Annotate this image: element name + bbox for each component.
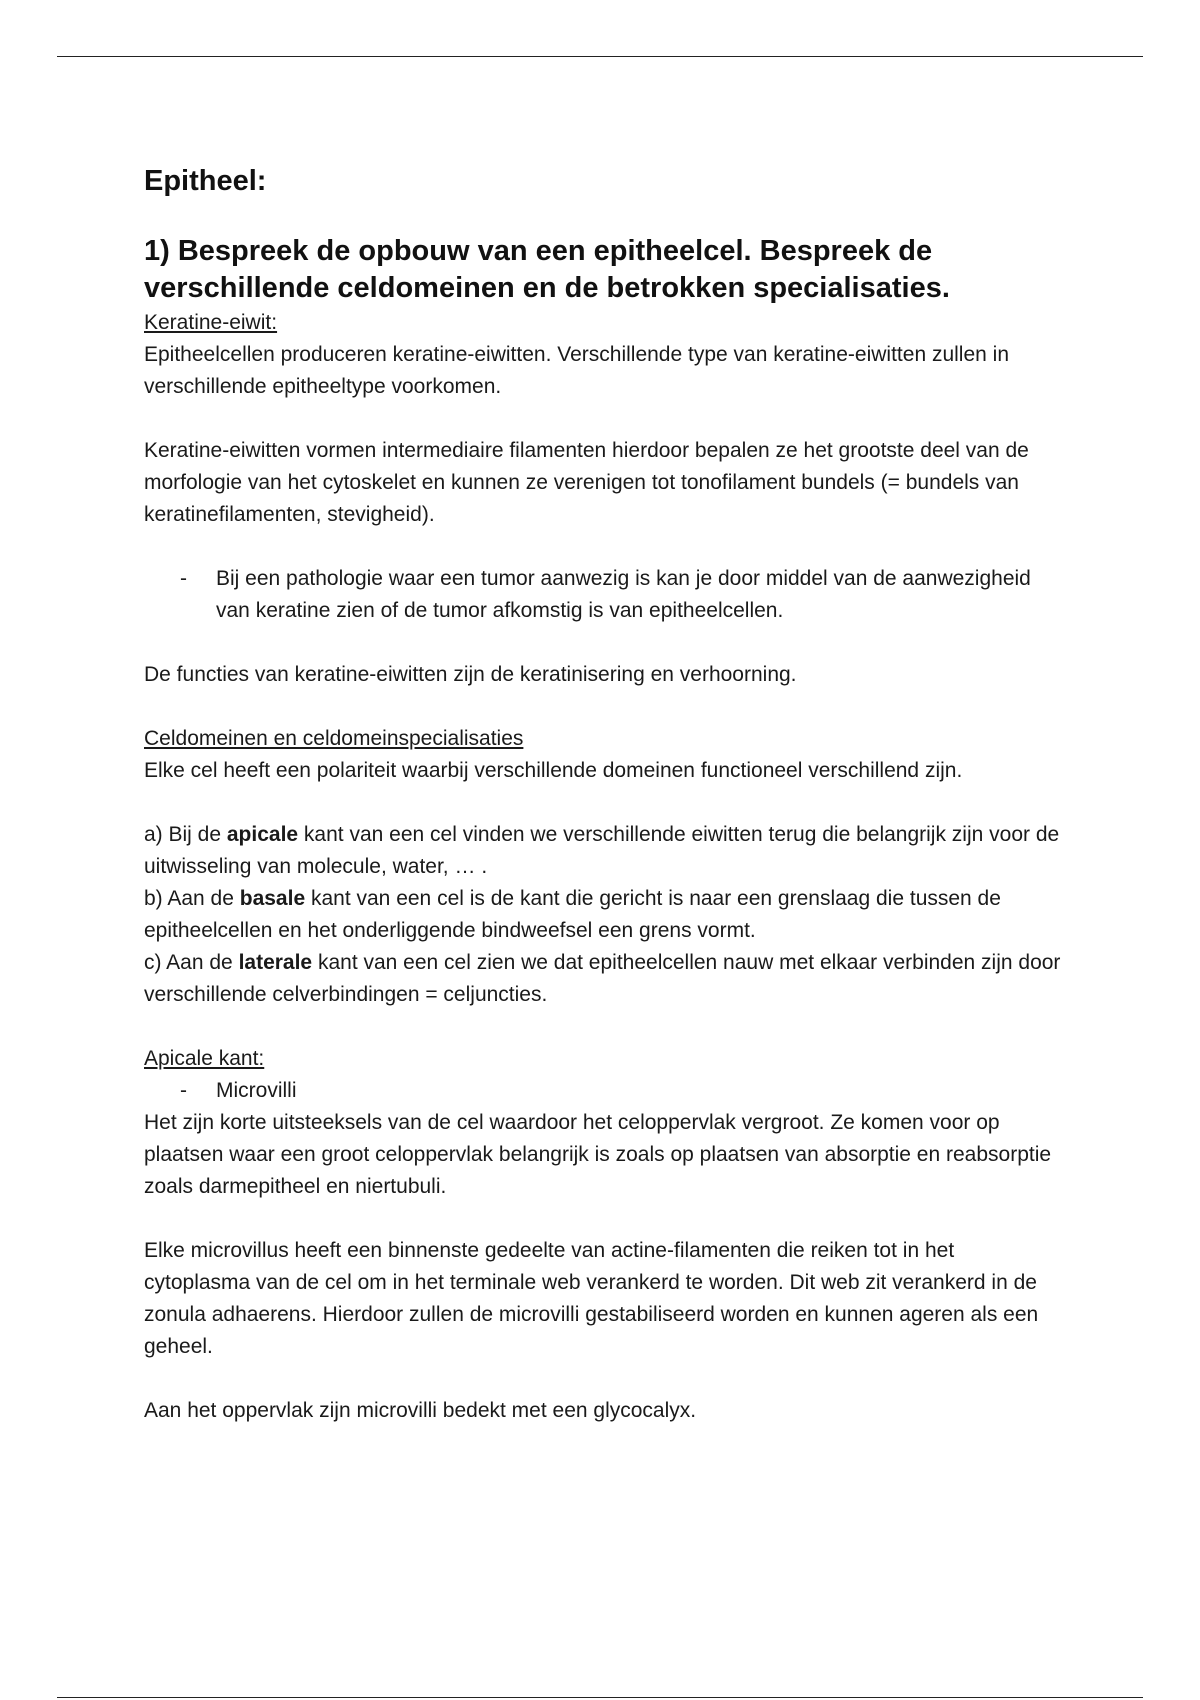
bullet-list [144,563,1064,627]
paragraph: Keratine-eiwitten vormen intermediaire filamenten hierdoor bepalen ze het grootste deel van de morfologie van het cytoskelet en kunnen ze verenigen tot tonofilament bundels (= bundels van keratinefilamenten, stevigheid). [144,439,1029,526]
page-title: Epitheel: [144,165,267,197]
section-keratine [144,307,1064,691]
section-apicale [144,1043,1064,1427]
paragraph: Epitheelcellen produceren keratine-eiwitten. Verschillende type van keratine-eiwitten zullen in verschillende epitheeltype voorkomen. [144,343,1009,398]
footer-rule [57,1697,1143,1698]
paragraph: Elke microvillus heeft een binnenste gedeelte van actine-filamenten die reiken tot in het cytoplasma van de cel om in het terminale web verankerd te worden. Dit web zit verankerd in de zonula adhaerens. Hierdoor zullen de microvilli gestabiliseerd worden en kunnen ageren als een geheel. [144,1239,1039,1358]
section-heading-keratine: Keratine-eiwit: [144,311,278,334]
header-rule [57,56,1143,57]
list-item [144,563,1064,627]
paragraph-basale: b) Aan de basale kant van een cel is de kant die gericht is naar een grenslaag die tussen de epitheelcellen en het onderliggende bindweefsel een grens vormt. [144,887,1001,942]
section-heading-celdomeinen: Celdomeinen en celdomeinspecialisaties [144,727,524,750]
list-item-text: Bij een pathologie waar een tumor aanwezig is kan je door middel van de aanwezigheid van keratine zien of de tumor afkomstig is van epitheelcellen. [216,567,1031,622]
bullet-list [144,1075,1064,1107]
document-body [144,163,1064,1427]
paragraph: De functies van keratine-eiwitten zijn de keratinisering en verhoorning. [144,663,797,686]
paragraph: Elke cel heeft een polariteit waarbij verschillende domeinen functioneel verschillend zijn. [144,759,963,782]
paragraph-apicale: a) Bij de apicale kant van een cel vinden we verschillende eiwitten terug die belangrijk zijn voor de uitwisseling van molecule, water, … . [144,823,1060,878]
bullet-dash: - [180,1079,187,1102]
paragraph: Het zijn korte uitsteeksels van de cel waardoor het celoppervlak vergroot. Ze komen voor op plaatsen waar een groot celoppervlak belangrijk is zoals op plaatsen van absorptie en reabsorptie zoals darmepitheel en niertubuli. [144,1111,1052,1198]
term-apicale: apicale [226,823,299,846]
bullet-dash: - [180,567,187,590]
question-heading: 1) Bespreek de opbouw van een epitheelcel. Bespreek de verschillende celdomeinen en de betrokken specialisaties. [144,235,950,304]
list-item-text: Microvilli [216,1079,297,1102]
term-basale: basale [239,887,306,910]
section-celdomeinen [144,723,1064,1011]
term-laterale: laterale [238,951,313,974]
section-heading-apicale: Apicale kant: [144,1047,265,1070]
paragraph: Aan het oppervlak zijn microvilli bedekt met een glycocalyx. [144,1399,697,1422]
list-item [144,1075,1064,1107]
paragraph-laterale: c) Aan de laterale kant van een cel zien we dat epitheelcellen nauw met elkaar verbinden zijn door verschillende celverbindingen = celjuncties. [144,951,1061,1006]
